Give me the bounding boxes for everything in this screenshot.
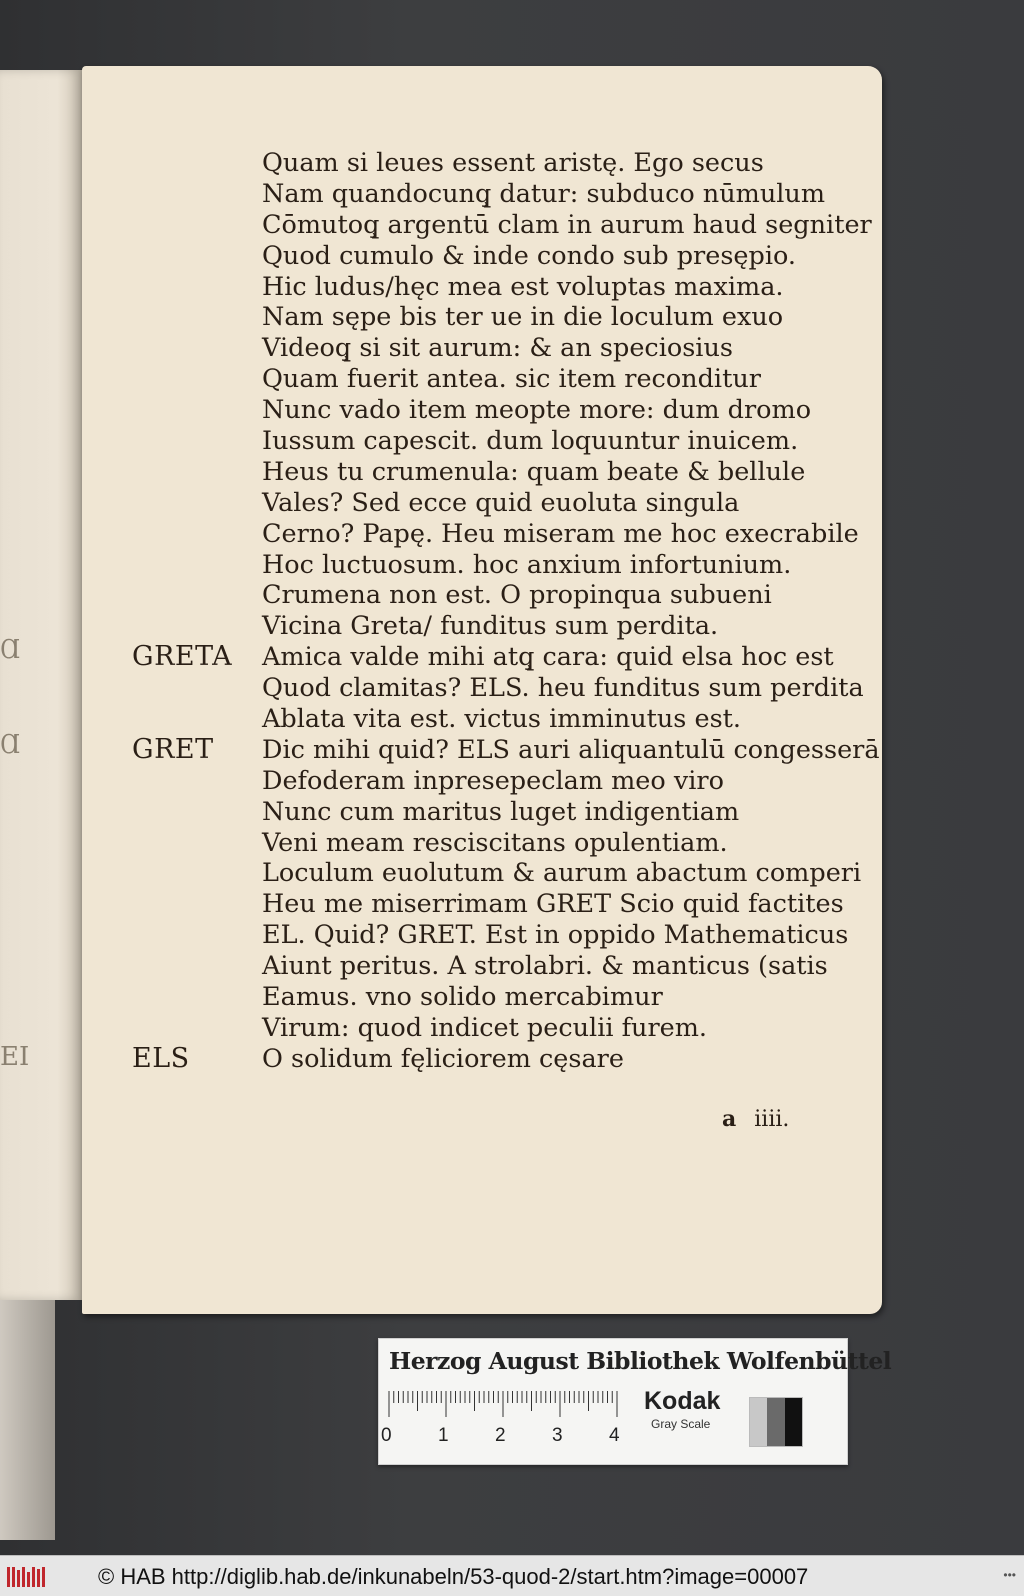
verse-text: Quam si leues essent aristę. Ego secus — [262, 148, 764, 178]
verse-line — [132, 1044, 892, 1075]
verse-line — [132, 426, 892, 457]
verse-line — [132, 704, 892, 735]
verse-line — [132, 828, 892, 859]
verse-text: Cerno? Papę. Heu miseram me hoc execrabile — [262, 518, 859, 549]
verse-text: Quam fuerit antea. sic item reconditur — [262, 364, 761, 395]
kodak-brand: Kodak — [644, 1387, 721, 1415]
verse-line — [132, 951, 892, 982]
verse-line — [132, 550, 892, 581]
verse-text: Iussum capescit. dum loquuntur inuicem. — [262, 426, 799, 457]
verse-text: O solidum fęliciorem cęsare — [262, 1043, 624, 1074]
verse-line — [132, 333, 892, 364]
scanned-page — [82, 66, 882, 1314]
speaker-label: GRET — [132, 733, 214, 765]
verse-text: Nam sępe bis ter ue in die loculum exuo — [262, 302, 784, 333]
ruler-number: 3 — [552, 1425, 563, 1446]
gray-scale-patch — [749, 1397, 803, 1447]
footer-url-link[interactable]: © HAB http://diglib.hab.de/inkunabeln/53-quod-2/start.htm?image=00007 — [98, 1564, 809, 1589]
verse-text: Ablata vita est. victus imminutus est. — [262, 704, 742, 735]
verse-text: Hic ludus/hęc mea est voluptas maxima. — [262, 271, 784, 302]
verse-text: Loculum euolutum & aurum abactum comperi — [262, 858, 862, 889]
verse-text: Hoc luctuosum. hoc anxium infortunium. — [262, 549, 792, 580]
verse-line — [132, 1013, 892, 1044]
verse-text: Heus tu crumenula: quam beate & bellule — [262, 456, 806, 487]
verse-text: Nunc cum maritus luget indigentiam — [262, 796, 740, 827]
verse-text: Heu me miserrimam GRET Scio quid factites — [262, 889, 844, 920]
verse-line — [132, 241, 892, 272]
verse-line — [132, 797, 892, 828]
facing-page-glyph: Ɑ — [0, 730, 21, 760]
verse-text: Virum: quod indicet peculii furem. — [262, 1012, 708, 1043]
signature-number: iiii. — [754, 1107, 790, 1132]
verse-text: Cōmutoq̧ argentū clam in aurum haud segniter — [262, 209, 872, 240]
verse-text: Nam quandocunq̧ datur: subduco nūmulum — [262, 178, 826, 209]
ruler-number: 0 — [381, 1425, 392, 1446]
verse-text: Videoq̧ si sit aurum: & an speciosius — [262, 333, 733, 364]
gray-patch-mid — [767, 1398, 784, 1446]
book-spine — [0, 1300, 55, 1540]
viewer-footer — [0, 1555, 1024, 1596]
verse-line — [132, 457, 892, 488]
verse-text: Amica valde mihi atq̧ cara: quid elsa hoc est — [262, 642, 834, 673]
verse-text: Veni meam resciscitans opulentiam. — [262, 827, 728, 858]
verse-line — [132, 611, 892, 642]
hab-logo-icon[interactable] — [6, 1564, 46, 1590]
more-menu-button[interactable]: ••• — [1003, 1568, 1016, 1582]
verse-text: Crumena non est. O propinqua subueni — [262, 580, 772, 611]
facing-page-glyph: Ɑ — [0, 635, 21, 665]
verse-text: Vales? Sed ecce quid euoluta singula — [262, 487, 740, 518]
verse-line — [132, 488, 892, 519]
verse-text: Dic mihi quid? ELS auri aliquantulū congesserā — [262, 734, 880, 765]
verse-text: EL. Quid? GRET. Est in oppido Mathematicus — [262, 920, 849, 951]
signature-mark — [722, 1106, 789, 1132]
kodak-subtitle: Gray Scale — [651, 1417, 711, 1431]
facing-page-edge — [0, 70, 82, 1300]
verse-text: Vicina Greta/ funditus sum perdita. — [262, 611, 719, 642]
verse-text-block — [132, 148, 892, 1075]
library-name: Herzog August Bibliothek Wolfenbüttel — [389, 1347, 892, 1375]
speaker-label: GRETA — [132, 641, 233, 673]
verse-line — [132, 735, 892, 766]
verse-text: Aiunt peritus. A strolabri. & manticus (satis — [262, 951, 828, 982]
gray-patch-light — [750, 1398, 767, 1446]
verse-line — [132, 982, 892, 1013]
verse-line — [132, 889, 892, 920]
verse-line — [132, 858, 892, 889]
verse-line — [132, 519, 892, 550]
ruler-number: 4 — [609, 1425, 620, 1446]
ruler-number: 1 — [438, 1425, 449, 1446]
verse-text: Quod clamitas? ELS. heu funditus sum perdita — [262, 673, 864, 704]
ruler-icon — [387, 1391, 627, 1419]
speaker-label: ELS — [132, 1042, 190, 1074]
verse-line — [132, 179, 892, 210]
verse-text: Nunc vado item meopte more: dum dromo — [262, 395, 812, 426]
verse-line — [132, 210, 892, 241]
verse-line — [132, 272, 892, 303]
ruler-number: 2 — [495, 1425, 506, 1446]
verse-line — [132, 148, 892, 179]
facing-page-glyph: EI — [0, 1042, 30, 1072]
verse-line — [132, 920, 892, 951]
verse-line — [132, 642, 892, 673]
verse-line — [132, 766, 892, 797]
verse-text: Defoderam inpresepeclam meo viro — [262, 765, 724, 796]
verse-text: Eamus. vno solido mercabimur — [262, 982, 663, 1013]
verse-line — [132, 673, 892, 704]
verse-line — [132, 580, 892, 611]
verse-line — [132, 395, 892, 426]
gray-patch-dark — [785, 1398, 802, 1446]
color-scale-card — [378, 1338, 892, 1465]
signature-letter: a — [722, 1106, 737, 1132]
verse-line — [132, 302, 892, 333]
verse-line — [132, 364, 892, 395]
verse-text: Quod cumulo & inde condo sub presępio. — [262, 240, 796, 271]
